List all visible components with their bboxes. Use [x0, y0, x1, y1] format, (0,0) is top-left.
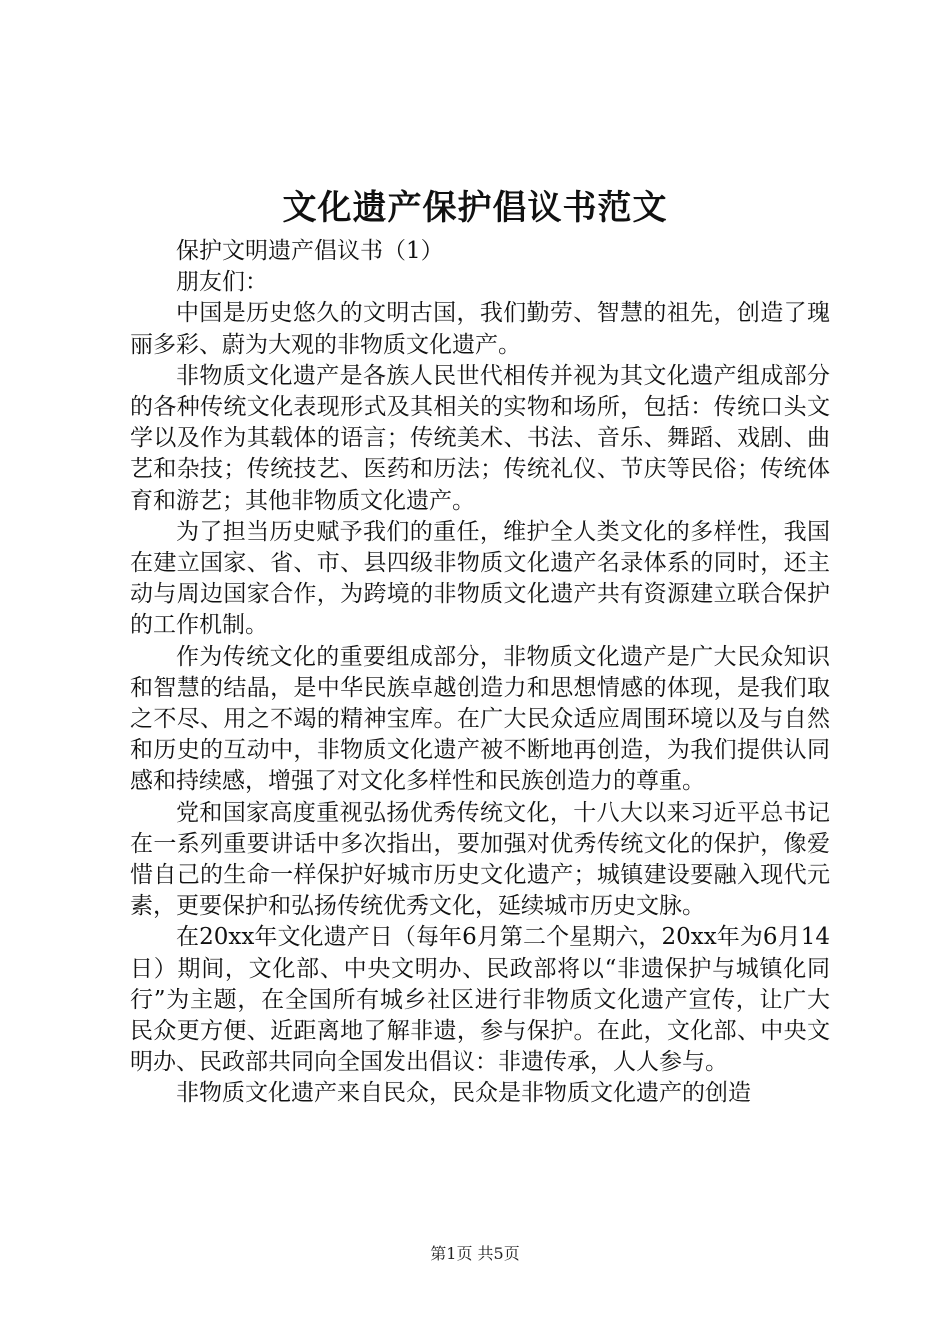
page-number-footer: 第1页 共5页 — [430, 1244, 520, 1263]
body-paragraph: 作为传统文化的重要组成部分，非物质文化遗产是广大民众知识和智慧的结晶，是中华民族卓越创造力和思想情感的体现，是我们取之不尽、用之不竭的精神宝库。在广大民众适应周围环境以及与自然和历史的互动中，非物质文化遗产被不断地再创造，为我们提供认同感和持续感，增强了对文化多样性和民族创造力的尊重。 — [130, 643, 830, 795]
body-paragraph: 非物质文化遗产来自民众，民众是非物质文化遗产的创造 — [176, 1080, 751, 1107]
document-title: 文化遗产保护倡议书范文 — [282, 188, 668, 228]
body-paragraph: 为了担当历史赋予我们的重任，维护全人类文化的多样性，我国在建立国家、省、市、县四级非物质文化遗产名录体系的同时，还主动与周边国家合作，为跨境的非物质文化遗产共有资源建立联合保护的工作机制。 — [130, 518, 830, 639]
body-paragraph: 在20xx年文化遗产日（每年6月第二个星期六，20xx年为6月14日）期间，文化部、中央文明办、民政部将以“非遗保护与城镇化同行”为主题，在全国所有城乡社区进行非物质文化遗产宣传，让广大民众更方便、近距离地了解非遗，参与保护。在此，文化部、中央文明办、民政部共同向全国发出倡议：非遗传承，人人参与。 — [130, 924, 830, 1076]
salutation: 朋友们： — [176, 269, 268, 296]
body-paragraph: 党和国家高度重视弘扬优秀传统文化，十八大以来习近平总书记在一系列重要讲话中多次指出，要加强对优秀传统文化的保护，像爱惜自己的生命一样保护好城市历史文化遗产；城镇建设要融入现代元素，更要保护和弘扬传统优秀文化，延续城市历史文脉。 — [130, 799, 830, 920]
body-paragraph: 中国是历史悠久的文明古国，我们勤劳、智慧的祖先，创造了瑰丽多彩、蔚为大观的非物质文化遗产。 — [130, 300, 830, 358]
document-subtitle: 保护文明遗产倡议书（1） — [176, 238, 444, 264]
document-body — [130, 236, 830, 1110]
body-paragraph: 非物质文化遗产是各族人民世代相传并视为其文化遗产组成部分的各种传统文化表现形式及其相关的实物和场所，包括：传统口头文学以及作为其载体的语言；传统美术、书法、音乐、舞蹈、戏剧、曲艺和杂技；传统技艺、医药和历法；传统礼仪、节庆等民俗；传统体育和游艺；其他非物质文化遗产。 — [130, 362, 830, 514]
